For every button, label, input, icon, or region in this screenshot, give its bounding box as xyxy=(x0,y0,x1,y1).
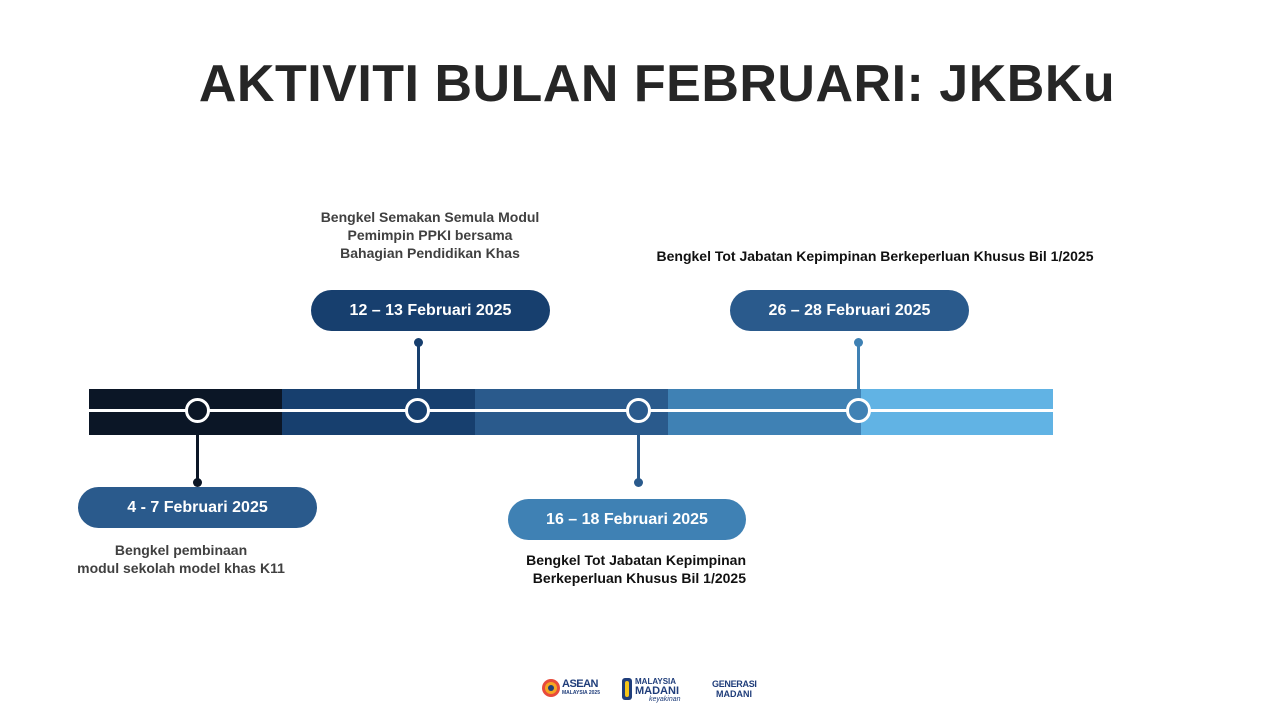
event-4-connector xyxy=(857,344,860,402)
generasi-logo-line1: GENERASI xyxy=(712,679,757,689)
event-1-node xyxy=(185,398,210,423)
event-4-dot xyxy=(854,338,863,347)
madani-emblem-icon xyxy=(621,678,633,700)
event-3-dot xyxy=(634,478,643,487)
event-3-date-pill: 16 – 18 Februari 2025 xyxy=(508,499,746,540)
generasi-madani-logo xyxy=(712,678,762,704)
asean-logo-subtext: MALAYSIA 2025 xyxy=(562,690,600,696)
event-2-connector xyxy=(417,344,420,402)
event-1-description: Bengkel pembinaan modul sekolah model khas K11 xyxy=(77,542,285,576)
timeline-band-5 xyxy=(861,389,1053,435)
event-1-dot xyxy=(193,478,202,487)
event-2-node xyxy=(405,398,430,423)
event-4-node xyxy=(846,398,871,423)
timeline-band-2 xyxy=(282,389,475,435)
generasi-logo-line2: MADANI xyxy=(716,689,752,699)
event-3-node xyxy=(626,398,651,423)
event-4-description: Bengkel Tot Jabatan Kepimpinan Berkeperluan Khusus Bil 1/2025 xyxy=(656,248,1094,264)
event-4-date-pill: 26 – 28 Februari 2025 xyxy=(730,290,969,331)
event-2-description: Bengkel Semakan Semula Modul Pemimpin PPKI bersama Bahagian Pendidikan Khas xyxy=(320,209,540,261)
asean-logo xyxy=(541,676,603,702)
event-2-dot xyxy=(414,338,423,347)
event-1-connector xyxy=(196,423,199,481)
asean-logo-text: ASEAN xyxy=(562,678,599,690)
page-title: AKTIVITI BULAN FEBRUARI: JKBKu xyxy=(198,55,1116,113)
timeline-band-4 xyxy=(668,389,861,435)
asean-emblem-icon xyxy=(541,678,561,698)
malaysia-madani-logo xyxy=(621,676,691,706)
timeline-axis-line xyxy=(89,409,1053,412)
madani-logo-line2: MADANI xyxy=(635,685,679,697)
madani-logo-line3: keyakinan xyxy=(649,696,681,703)
event-3-description: Bengkel Tot Jabatan Kepimpinan Berkeperluan Khusus Bil 1/2025 xyxy=(526,552,746,586)
event-1-date-pill: 4 - 7 Februari 2025 xyxy=(78,487,317,528)
event-3-connector xyxy=(637,423,640,481)
madani-logo-line1: MALAYSIA xyxy=(635,677,677,686)
event-2-date-pill: 12 – 13 Februari 2025 xyxy=(311,290,550,331)
